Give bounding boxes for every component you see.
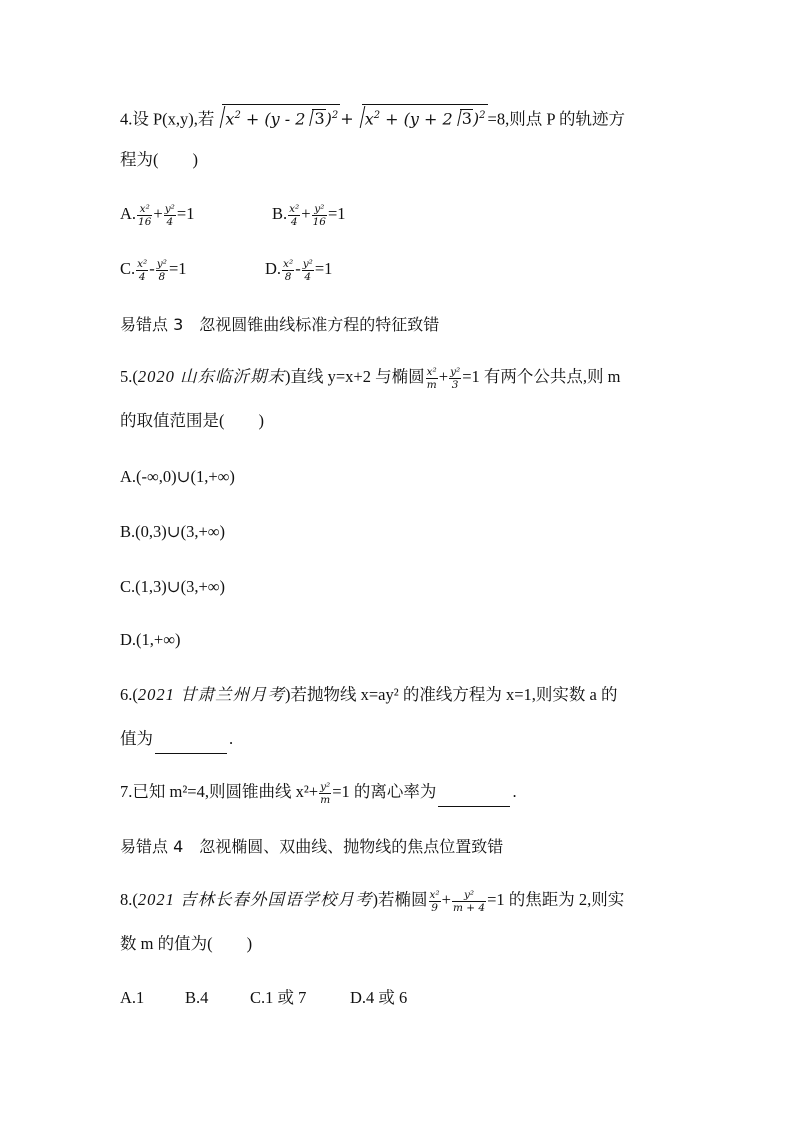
q5-option-b: B.(0,3)∪(3,+∞) — [120, 522, 226, 541]
q6-answer-blank[interactable] — [155, 729, 227, 754]
q5-option-a: A.(-∞,0)∪(1,+∞) — [120, 467, 235, 486]
q7-stem: 7.已知 m²=4,则圆锥曲线 x²+ $\frac{\text{y²}}{m}$ =1 的离心率为 . — [120, 780, 517, 806]
q5-option-c: C.(1,3)∪(3,+∞) — [120, 577, 226, 596]
q4-stem-pre: 4.设 P(x,y),若 — [120, 109, 215, 129]
q6-stem-line2: 值为 . — [120, 727, 233, 754]
q6-source: 2021 甘肃兰州月考 — [137, 685, 285, 704]
q8-source: 2021 吉林长春外国语学校月考 — [137, 890, 373, 909]
q4-sqrt-2: $x^2 + (y + 2$ 3)$^2$ — [362, 104, 488, 130]
q5-stem: 5.(2020 山东临沂期末)直线 y=x+2 与椭圆 $\frac{\text{x²}}{m}$ + $\frac{\text{y²}}{3}$ =1 有两个公共点,则 m — [120, 365, 621, 391]
section-heading-3: 易错点 3 忽视圆锥曲线标准方程的特征致错 — [120, 315, 440, 334]
q4-radical-expression: $x^2 + (y - 2$ $3)^2 + x^2 + (y + 2$ 3)$^2$ — [214, 109, 487, 128]
q5-stem-line2: 的取值范围是( ) — [120, 411, 264, 430]
q4-option-d: D. $\frac{\text{x²}}{8}$ - $\frac{\text{y²}}{4}$ =1 — [265, 257, 333, 283]
q5-source: 2020 山东临沂期末 — [137, 367, 285, 386]
q4-stem — [120, 104, 625, 131]
q8-stem: 8.(2021 吉林长春外国语学校月考)若椭圆 $\frac{\text{x²}}{9}$ + $\frac{\text{y²}}{m + 4}$ =1 的焦距为 2,则实 — [120, 888, 625, 914]
q4-sqrt-1: $x^2 + (y - 2$ 3)$^2$ — [222, 104, 340, 130]
q4-option-b: B. $\frac{\text{x²}}{4}$ + $\frac{\text{y²}}{16}$ =1 — [272, 202, 346, 228]
q4-option-a: A. $\frac{\text{x²}}{16}$ + $\frac{\text{y²}}{4}$ =1 — [120, 202, 195, 228]
q8-option-d: D.4 或 6 — [350, 988, 408, 1007]
q4-option-c: C. $\frac{\text{x²}}{4}$ - $\frac{\text{y²}}{8}$ =1 — [120, 257, 187, 283]
q8-option-c: C.1 或 7 — [250, 988, 307, 1007]
q6-stem: 6.(2021 甘肃兰州月考)若抛物线 x=ay² 的准线方程为 x=1,则实数 a 的 — [120, 685, 618, 704]
q5-option-d: D.(1,+∞) — [120, 630, 181, 649]
section-heading-4: 易错点 4 忽视椭圆、双曲线、抛物线的焦点位置致错 — [120, 837, 504, 856]
q8-option-b: B.4 — [185, 988, 209, 1007]
q7-answer-blank[interactable] — [438, 782, 510, 807]
q8-option-a: A.1 — [120, 988, 145, 1007]
q8-stem-line2: 数 m 的值为( ) — [120, 934, 253, 953]
q4-stem-line2: 程为( ) — [120, 150, 198, 169]
q4-stem-post: =8,则点 P 的轨迹方 — [487, 109, 626, 129]
